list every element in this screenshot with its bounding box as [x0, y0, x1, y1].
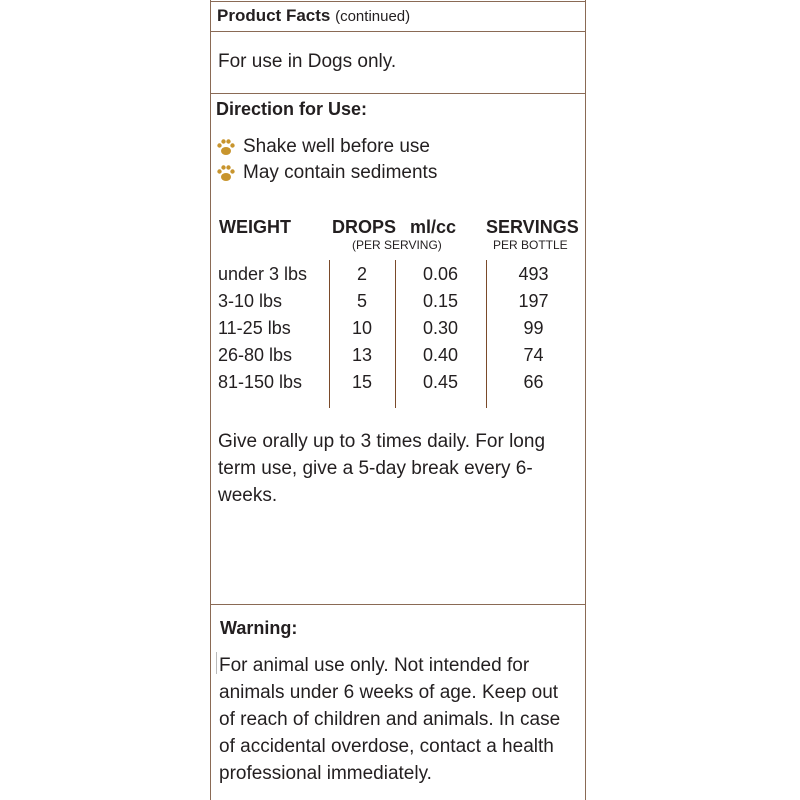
cell-drops: 10: [351, 318, 373, 338]
cell-servings: 99: [523, 318, 544, 338]
bullet-text: Shake well before use: [243, 136, 430, 157]
col-header-drops: DROPS: [332, 217, 397, 237]
cell-drops: 5: [356, 291, 367, 311]
cell-drops: 13: [351, 345, 373, 365]
col-header-servings: SERVINGS: [486, 217, 579, 237]
paw-print-icon: [216, 137, 236, 157]
cell-mlcc: 0.40: [422, 345, 459, 365]
usage-note: For use in Dogs only.: [218, 51, 397, 72]
divider: [211, 31, 585, 32]
warning-marker: [216, 652, 217, 674]
cell-weight: under 3 lbs: [218, 264, 308, 284]
cell-weight: 3-10 lbs: [218, 291, 283, 311]
col-header-mlcc: ml/cc: [410, 217, 457, 237]
page-title: [217, 6, 410, 26]
title-text: Product Facts: [217, 6, 331, 25]
col-header-weight: WEIGHT: [219, 217, 291, 237]
cell-drops: 15: [351, 372, 373, 392]
directions-heading: Direction for Use:: [216, 99, 368, 119]
cell-mlcc: 0.45: [422, 372, 459, 392]
cell-servings: 493: [518, 264, 549, 284]
divider: [211, 604, 585, 605]
cell-drops: 2: [356, 264, 367, 284]
bullet-text: May contain sediments: [243, 162, 438, 183]
cell-mlcc: 0.30: [422, 318, 459, 338]
paw-print-icon: [216, 163, 236, 183]
divider: [211, 93, 585, 94]
bullet-item: [216, 162, 437, 184]
bullet-item: [216, 136, 430, 158]
cell-mlcc: 0.15: [422, 291, 459, 311]
product-facts-panel: [210, 0, 586, 800]
col-subheader-drops: (PER SERVING): [352, 238, 442, 252]
cell-weight: 26-80 lbs: [218, 345, 293, 365]
cell-mlcc: 0.06: [422, 264, 459, 284]
top-divider: [211, 1, 585, 2]
warning-text: For animal use only. Not intended for animals under 6 weeks of age. Keep out of reach of children and animals. In case of accidental overdose, contact a health professional immediately.: [219, 655, 561, 784]
dosing-instructions: Give orally up to 3 times daily. For long term use, give a 5-day break every 6-weeks.: [218, 431, 546, 506]
col-subheader-servings: PER BOTTLE: [493, 238, 568, 252]
title-subtitle: (continued): [335, 8, 411, 25]
cell-servings: 197: [518, 291, 549, 311]
cell-weight: 11-25 lbs: [218, 318, 291, 338]
warning-heading: Warning:: [220, 618, 298, 638]
cell-weight: 81-150 lbs: [218, 372, 303, 392]
cell-servings: 74: [523, 345, 544, 365]
cell-servings: 66: [523, 372, 544, 392]
